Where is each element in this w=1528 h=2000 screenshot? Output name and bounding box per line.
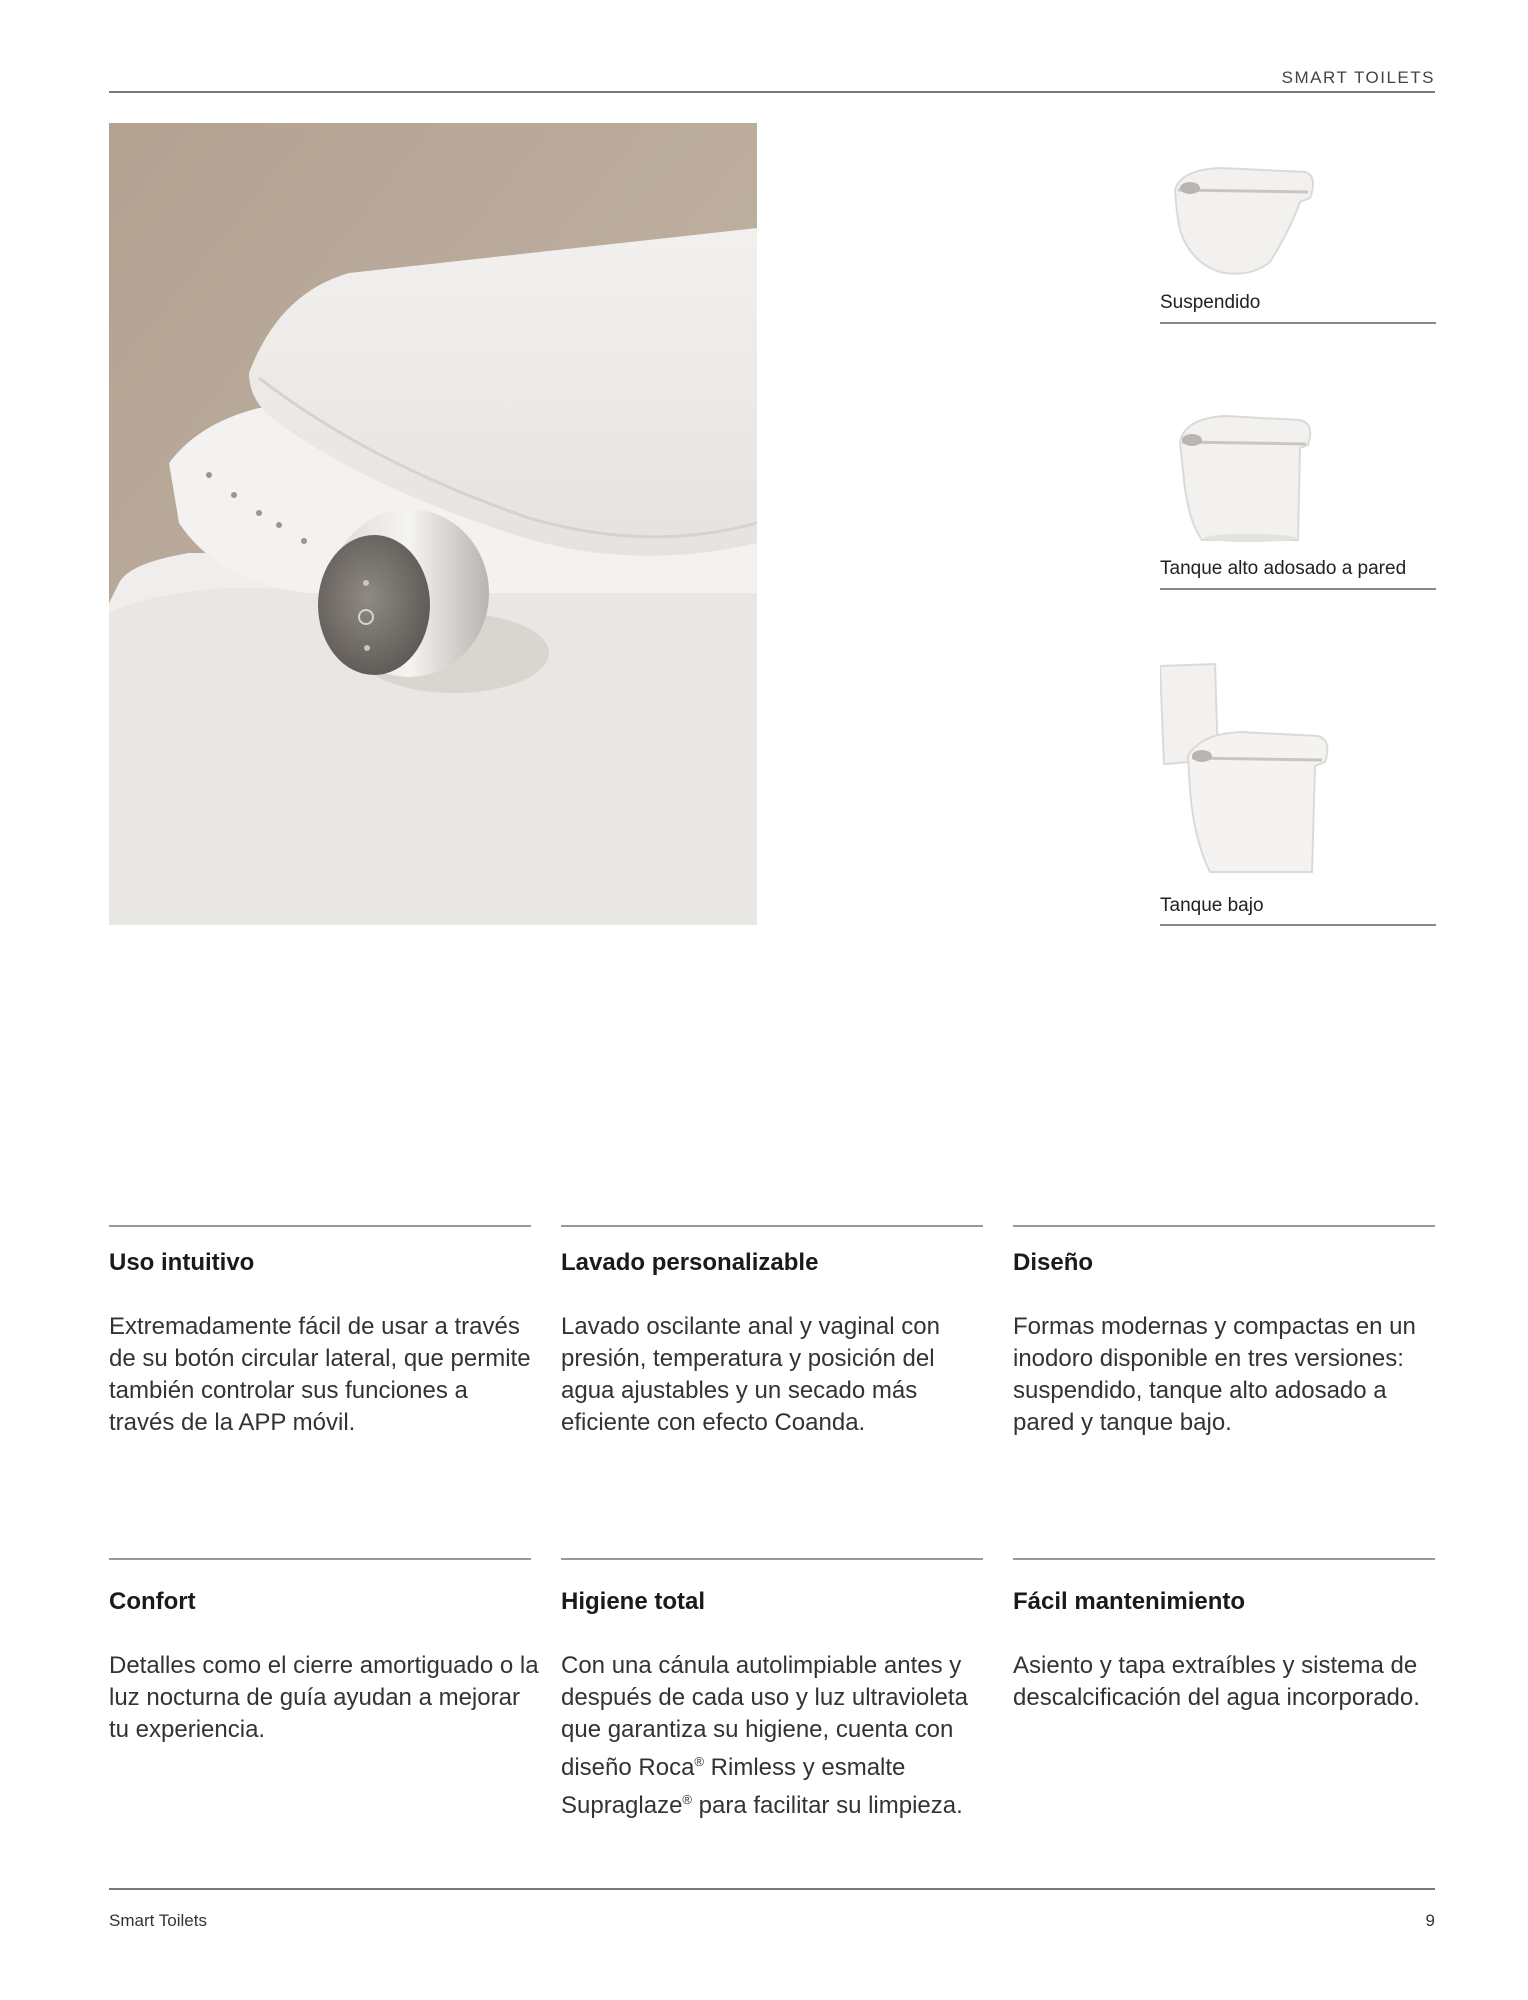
feature-title: Lavado personalizable — [561, 1249, 819, 1276]
variant-back-to-wall — [1160, 400, 1436, 579]
variant-close-coupled — [1160, 660, 1436, 916]
feature-text — [561, 1650, 991, 1822]
page-number: 9 — [1425, 1911, 1435, 1930]
feature-lavado-personalizable — [561, 1225, 983, 1445]
feature-title: Higiene total — [561, 1588, 706, 1615]
footer-divider — [109, 1888, 1435, 1890]
footer-title: Smart Toilets — [109, 1911, 207, 1930]
section-label: SMART TOILETS — [1281, 68, 1435, 87]
variant-wall-hung — [1160, 150, 1436, 313]
feature-facil-mantenimiento — [1013, 1558, 1435, 1818]
feature-divider — [561, 1558, 983, 1560]
feature-divider — [109, 1558, 531, 1560]
variant-divider — [1160, 322, 1436, 324]
feature-title: Uso intuitivo — [109, 1249, 255, 1276]
wall-hung-toilet-icon — [1160, 150, 1320, 285]
feature-title: Confort — [109, 1588, 196, 1615]
back-to-wall-toilet-icon — [1160, 400, 1320, 550]
feature-diseno — [1013, 1225, 1435, 1445]
variant-divider — [1160, 924, 1436, 926]
variant-label: Tanque bajo — [1160, 895, 1264, 916]
feature-text-part: para facilitar su limpieza. — [692, 1792, 963, 1819]
variant-divider — [1160, 588, 1436, 590]
variant-label: Suspendido — [1160, 292, 1261, 313]
feature-uso-intuitivo — [109, 1225, 531, 1445]
feature-title: Diseño — [1013, 1249, 1094, 1276]
feature-divider — [1013, 1558, 1435, 1560]
feature-text: Asiento y tapa extraíbles y sistema de descalcificación del agua incorporado. — [1013, 1652, 1420, 1711]
feature-divider — [1013, 1225, 1435, 1227]
registered-mark: ® — [682, 1792, 693, 1807]
feature-title: Fácil mantenimiento — [1013, 1588, 1246, 1615]
registered-mark: ® — [694, 1754, 705, 1769]
feature-text: Extremadamente fácil de usar a través de su botón circular lateral, que permite también controlar sus funciones a través de la APP móvil. — [109, 1313, 531, 1436]
close-coupled-toilet-icon — [1160, 660, 1340, 885]
header-divider — [109, 91, 1435, 93]
variant-label: Tanque alto adosado a pared — [1160, 558, 1407, 579]
feature-text-part: Rimless y esmalte Supraglaze — [561, 1754, 906, 1819]
hero-product-photo — [109, 123, 757, 925]
feature-text: Formas modernas y compactas en un inodoro disponible en tres versiones: suspendido, tanque alto adosado a pared y tanque bajo. — [1013, 1313, 1416, 1436]
feature-text-part: Con una cánula autolimpiable antes y después de cada uso y luz ultravioleta que garantiza su higiene, cuenta con diseño Roca — [561, 1652, 968, 1781]
feature-text: Detalles como el cierre amortiguado o la luz nocturna de guía ayudan a mejorar tu experiencia. — [109, 1652, 539, 1743]
feature-text: Lavado oscilante anal y vaginal con presión, temperatura y posición del agua ajustables y un secado más eficiente con efecto Coanda. — [561, 1313, 940, 1436]
feature-divider — [109, 1225, 531, 1227]
feature-confort — [109, 1558, 539, 1818]
feature-higiene-total — [561, 1558, 983, 1818]
feature-divider — [561, 1225, 983, 1227]
